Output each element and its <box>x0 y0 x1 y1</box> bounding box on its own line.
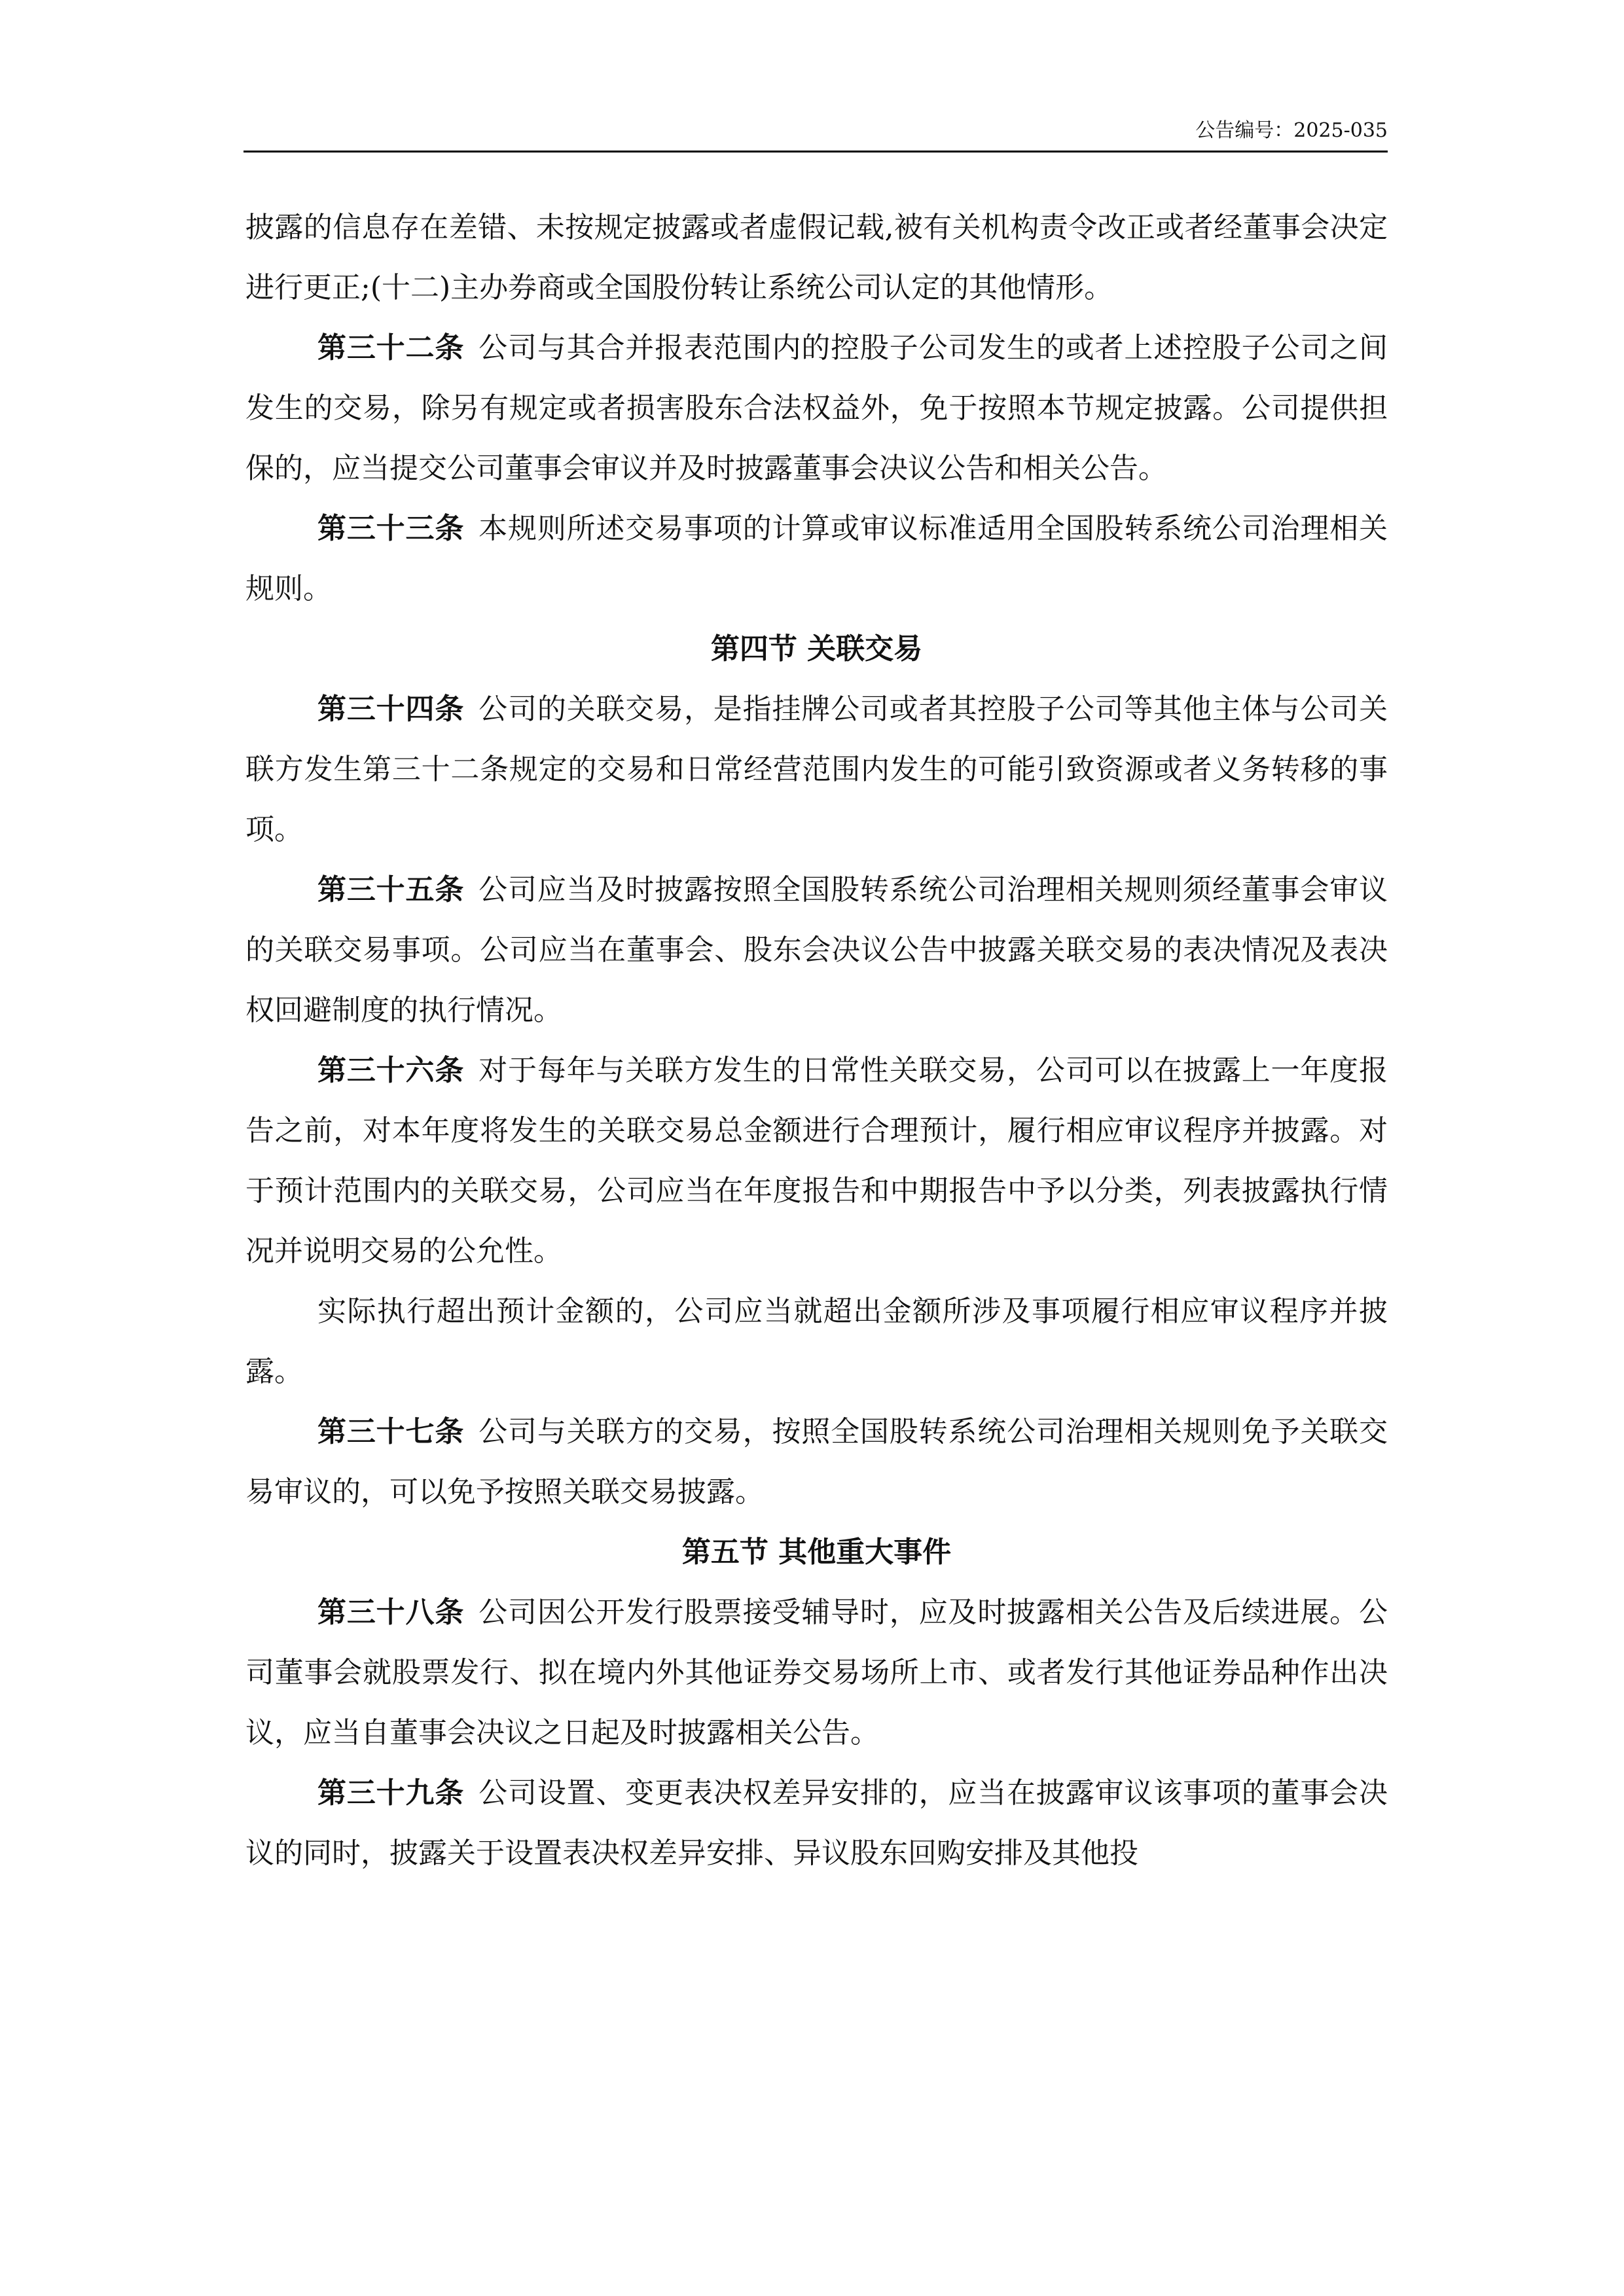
article-37-text: 公司与关联方的交易，按照全国股转系统公司治理相关规则免予关联交易审议的，可以免予按照关联交易披露。 <box>245 1415 1388 1509</box>
article-38-text: 公司因公开发行股票接受辅导时，应及时披露相关公告及后续进展。公司董事会就股票发行、拟在境内外其他证券交易场所上市、或者发行其他证券品种作出决议，应当自董事会决议之日起及时披露相关公告。 <box>245 1596 1388 1749</box>
article-34-title: 第三十四条 <box>317 692 465 726</box>
article-37-title: 第三十七条 <box>317 1415 465 1448</box>
article-33 <box>245 499 1388 619</box>
article-32 <box>245 318 1388 499</box>
article-39 <box>245 1763 1388 1884</box>
article-35-title: 第三十五条 <box>317 873 465 906</box>
article-39-text: 公司设置、变更表决权差异安排的，应当在披露审议该事项的董事会决议的同时，披露关于设置表决权差异安排、异议股东回购安排及其他投 <box>245 1776 1388 1870</box>
article-36-title: 第三十六条 <box>317 1054 465 1087</box>
article-36-text: 对于每年与关联方发生的日常性关联交易，公司可以在披露上一年度报告之前，对本年度将发生的关联交易总金额进行合理预计，履行相应审议程序并披露。对于预计范围内的关联交易，公司应当在年度报告和中期报告中予以分类，列表披露执行情况并说明交易的公允性。 <box>245 1054 1388 1268</box>
article-33-text: 本规则所述交易事项的计算或审议标准适用全国股转系统公司治理相关规则。 <box>245 512 1388 605</box>
article-36 <box>245 1041 1388 1282</box>
section-4-title: 第四节 关联交易 <box>710 632 923 666</box>
article-38-title: 第三十八条 <box>317 1596 465 1629</box>
article-32-text: 公司与其合并报表范围内的控股子公司发生的或者上述控股子公司之间发生的交易，除另有规定或者损害股东合法权益外，免于按照本节规定披露。公司提供担保的，应当提交公司董事会审议并及时披露董事会决议公告和相关公告。 <box>245 331 1388 485</box>
article-37 <box>245 1402 1388 1522</box>
document-body <box>245 198 1388 1884</box>
article-34-text: 公司的关联交易，是指挂牌公司或者其控股子公司等其他主体与公司关联方发生第三十二条规定的交易和日常经营范围内发生的可能引致资源或者义务转移的事项。 <box>245 692 1388 846</box>
article-35 <box>245 860 1388 1041</box>
section-5-title: 第五节 其他重大事件 <box>681 1535 952 1569</box>
article-39-title: 第三十九条 <box>317 1776 465 1810</box>
page-header <box>244 111 1388 152</box>
document-number: 公告编号：2025-035 <box>1195 119 1388 142</box>
article-34 <box>245 679 1388 860</box>
article-32-title: 第三十二条 <box>317 331 465 365</box>
paragraph-continuation: 披露的信息存在差错、未按规定披露或者虚假记载,被有关机构责令改正或者经董事会决定进行更正;(十二)主办券商或全国股份转让系统公司认定的其他情形。 <box>245 211 1388 304</box>
article-35-text: 公司应当及时披露按照全国股转系统公司治理相关规则须经董事会审议的关联交易事项。公司应当在董事会、股东会决议公告中披露关联交易的表决情况及表决权回避制度的执行情况。 <box>245 873 1388 1027</box>
article-36-extra: 实际执行超出预计金额的，公司应当就超出金额所涉及事项履行相应审议程序并披露。 <box>245 1295 1388 1388</box>
article-33-title: 第三十三条 <box>317 512 465 545</box>
article-38 <box>245 1583 1388 1763</box>
